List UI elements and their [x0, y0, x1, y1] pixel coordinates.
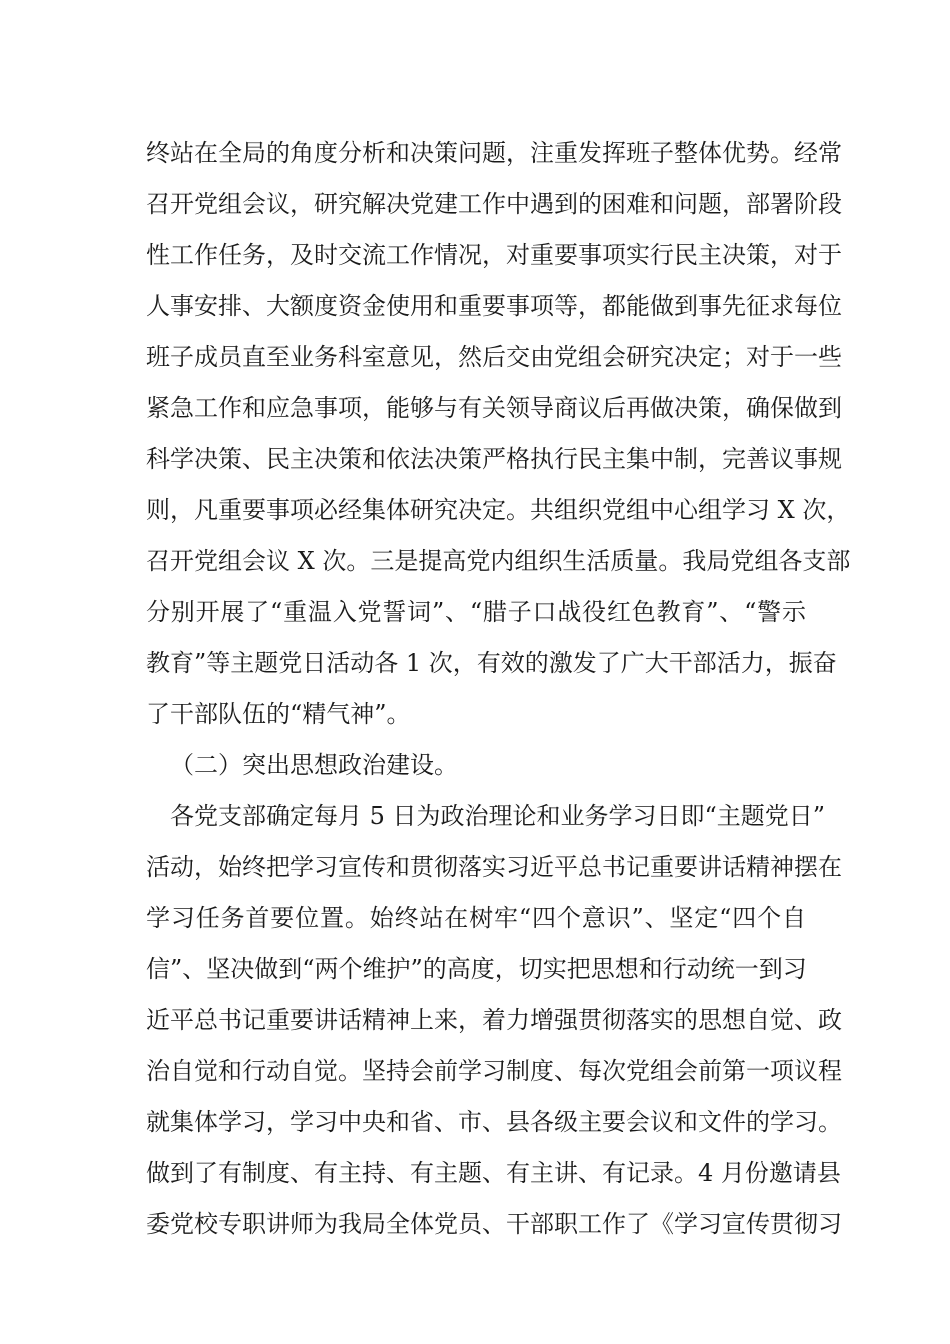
- paragraph-line: 科学决策、民主决策和依法决策严格执行民主集中制，完善议事规: [146, 445, 842, 473]
- paragraph-line: 信”、坚决做到“两个维护”的高度，切实把思想和行动统一到习: [146, 955, 807, 983]
- paragraph-line: 做到了有制度、有主持、有主题、有主讲、有记录。4 月份邀请县: [146, 1159, 841, 1187]
- paragraph-line: 近平总书记重要讲话精神上来，着力增强贯彻落实的思想自觉、政: [146, 1006, 842, 1034]
- paragraph-line: 紧急工作和应急事项，能够与有关领导商议后再做决策，确保做到: [146, 394, 842, 422]
- paragraph-line: 治自觉和行动自觉。坚持会前学习制度、每次党组会前第一项议程: [146, 1057, 842, 1085]
- paragraph-line: 人事安排、大额度资金使用和重要事项等，都能做到事先征求每位: [146, 292, 842, 320]
- section-heading: （二）突出思想政治建设。: [170, 751, 458, 779]
- document-body: [146, 128, 851, 1250]
- paragraph-line: 学习任务首要位置。始终站在树牢“四个意识”、坚定“四个自: [146, 904, 806, 932]
- paragraph-line: 召开党组会议 X 次。三是提高党内组织生活质量。我局党组各支部: [146, 547, 851, 575]
- paragraph-line: 终站在全局的角度分析和决策问题，注重发挥班子整体优势。经常: [146, 139, 842, 167]
- paragraph-line: 教育”等主题党日活动各 1 次，有效的激发了广大干部活力，振奋: [146, 649, 837, 677]
- paragraph-line: 各党支部确定每月 5 日为政治理论和业务学习日即“主题党日”: [170, 802, 826, 830]
- paragraph-party-group-decisions: [146, 128, 851, 740]
- paragraph-line: 分别开展了“重温入党誓词”、“腊子口战役红色教育”、“警示: [146, 598, 806, 626]
- paragraph-line: 了干部队伍的“精气神”。: [146, 700, 411, 728]
- paragraph-ideological-political-building: [146, 791, 842, 1250]
- paragraph-line: 委党校专职讲师为我局全体党员、干部职工作了《学习宣传贯彻习: [146, 1210, 842, 1238]
- paragraph-line: 性工作任务，及时交流工作情况，对重要事项实行民主决策，对于: [146, 241, 842, 269]
- paragraph-line: 活动，始终把学习宣传和贯彻落实习近平总书记重要讲话精神摆在: [146, 853, 842, 881]
- paragraph-line: 召开党组会议，研究解决党建工作中遇到的困难和问题，部署阶段: [146, 190, 842, 218]
- paragraph-line: 就集体学习，学习中央和省、市、县各级主要会议和文件的学习。: [146, 1108, 842, 1136]
- paragraph-line: 则，凡重要事项必经集体研究决定。共组织党组中心组学习 X 次，: [146, 496, 851, 524]
- paragraph-line: 班子成员直至业务科室意见，然后交由党组会研究决定；对于一些: [146, 343, 842, 371]
